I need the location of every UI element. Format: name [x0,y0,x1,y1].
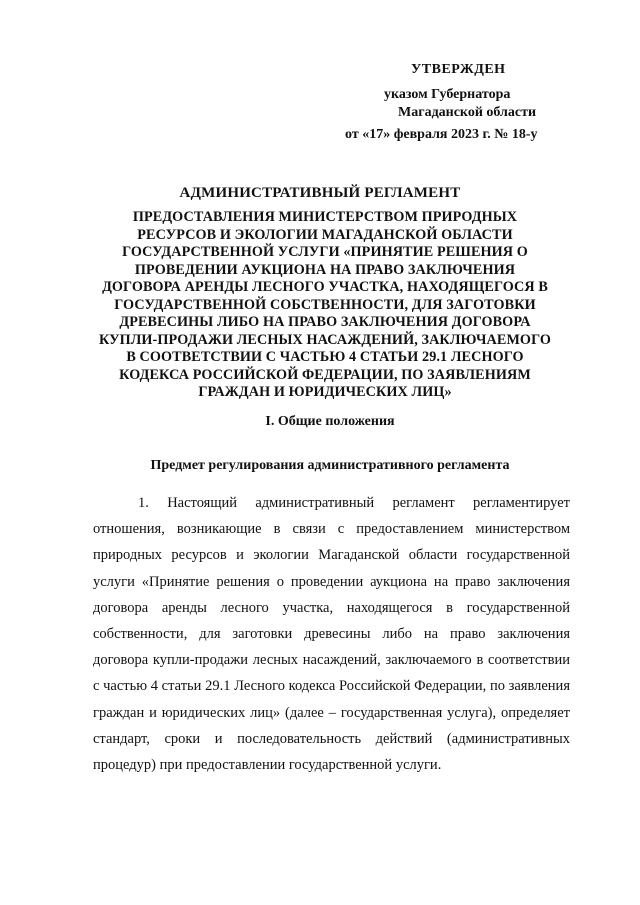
approval-date-number: от «17» февраля 2023 г. № 18-у [345,127,538,142]
document-title: АДМИНИСТРАТИВНЫЙ РЕГЛАМЕНТ [179,185,461,201]
document-subtitle: ПРЕДОСТАВЛЕНИЯ МИНИСТЕРСТВОМ ПРИРОДНЫХ РЕСУРСОВ И ЭКОЛОГИИ МАГАДАНСКОЙ ОБЛАСТИ ГОСУДАРСТВЕННОЙ УСЛУГИ «ПРИНЯТИЕ РЕШЕНИЯ О ПРОВЕДЕНИИ АУКЦИОНА НА ПРАВО ЗАКЛЮЧЕНИЯ ДОГОВОРА АРЕНДЫ ЛЕСНОГО УЧАСТКА, НАХОДЯЩЕГОСЯ В ГОСУДАРСТВЕННОЙ СОБСТВЕННОСТИ, ДЛЯ ЗАГОТОВКИ ДРЕВЕСИНЫ ЛИБО НА ПРАВО ЗАКЛЮЧЕНИЯ ДОГОВОРА КУПЛИ-ПРОДАЖИ ЛЕСНЫХ НАСАЖДЕНИЙ, ЗАКЛЮЧАЕМОГО В СООТВЕТСТВИИ С ЧАСТЬЮ 4 СТАТЬИ 29.1 ЛЕСНОГО КОДЕКСА РОССИЙСКОЙ ФЕДЕРАЦИИ, ПО ЗАЯВЛЕНИЯМ ГРАЖДАН И ЮРИДИЧЕСКИХ ЛИЦ» [99,209,551,400]
approval-by-governor: указом Губернатора [384,87,511,102]
approval-title: УТВЕРЖДЕН [411,62,506,77]
approval-region: Магаданской области [398,105,537,120]
section-heading: I. Общие положения [265,414,395,429]
paragraph-1: 1. Настоящий административный регламент регламентирует отношения, возникающие в связи с предоставлением министерством природных ресурсов и экологии Магаданской области государственной услуги «Принятие решения о проведении аукциона на право заключения договора аренды лесного участка, находящегося в государственной собственности, для заготовки древесины либо на право заключения договора купли-продажи лесных насаждений, заключаемого в соответствии с частью 4 статьи 29.1 Лесного кодекса Российской Федерации, по заявления граждан и юридических лиц» (далее – государственная услуга), определяет стандарт, сроки и последовательность действий (административных процедур) при предоставлении государственной услуги. [93,495,570,774]
subject-heading: Предмет регулирования административного регламента [150,458,510,473]
